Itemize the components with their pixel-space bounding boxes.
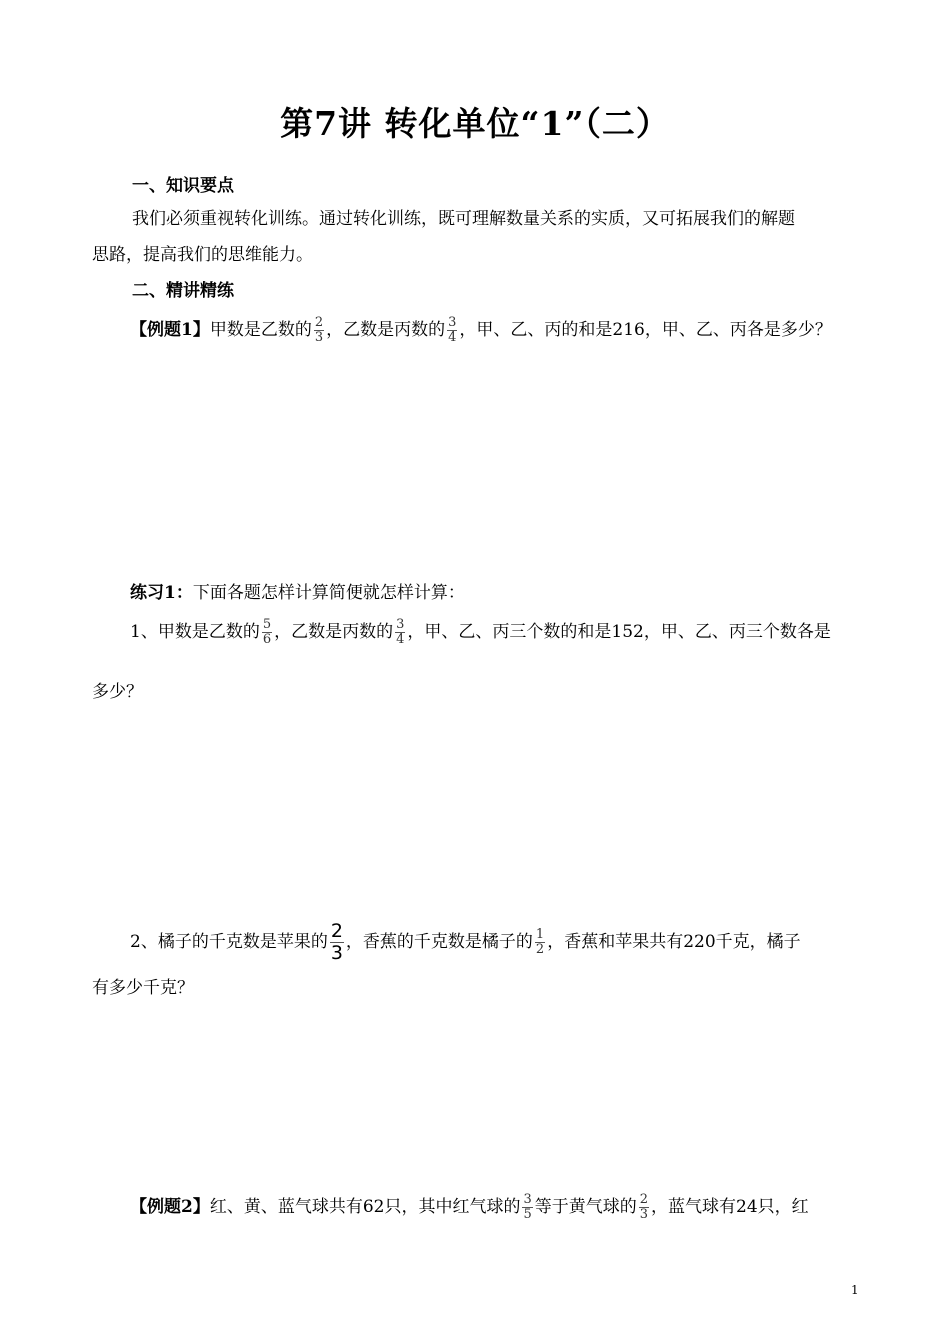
section-heading-practice: 二、精讲精练 bbox=[132, 281, 234, 301]
question-1-text-c: ，甲、乙、丙三个数的和是152，甲、乙、丙三个数各是 bbox=[407, 622, 831, 642]
fraction-numerator: 2 bbox=[330, 920, 343, 942]
fraction bbox=[447, 316, 457, 345]
question-2-text-b: ，香蕉的千克数是橘子的 bbox=[345, 932, 533, 952]
practice-question-1 bbox=[130, 618, 831, 647]
fraction-numerator: 2 bbox=[314, 315, 324, 330]
fraction bbox=[535, 928, 545, 957]
fraction-denominator: 3 bbox=[314, 330, 324, 345]
intro-paragraph-line1: 我们必须重视转化训练。通过转化训练，既可理解数量关系的实质，又可拓展我们的解题 bbox=[132, 209, 795, 229]
practice-1-heading bbox=[130, 578, 465, 603]
fraction-numerator: 1 bbox=[535, 927, 545, 942]
example-2 bbox=[130, 1193, 809, 1222]
example-2-text-c: ，蓝气球有24只，红 bbox=[651, 1197, 809, 1217]
fraction-denominator: 4 bbox=[396, 632, 405, 647]
fraction bbox=[330, 921, 344, 964]
example-1-label: 【例题1】 bbox=[130, 320, 210, 340]
example-2-label: 【例题2】 bbox=[130, 1197, 210, 1217]
practice-1-intro: 下面各题怎样计算简便就怎样计算： bbox=[192, 583, 465, 603]
question-1-text-a: 1、甲数是乙数的 bbox=[130, 622, 260, 642]
fraction-denominator: 2 bbox=[535, 942, 545, 957]
fraction-numerator: 3 bbox=[396, 617, 405, 632]
fraction-numerator: 5 bbox=[262, 617, 272, 632]
section-heading-knowledge: 一、知识要点 bbox=[132, 176, 234, 196]
example-1-text-b: ，乙数是丙数的 bbox=[326, 320, 446, 340]
fraction bbox=[395, 618, 405, 647]
question-2-text-c: ，香蕉和苹果共有220千克，橘子 bbox=[547, 932, 801, 952]
question-1-text-b: ，乙数是丙数的 bbox=[274, 622, 394, 642]
page-number: 1 bbox=[851, 1283, 859, 1297]
practice-question-2 bbox=[130, 921, 801, 964]
practice-1-label: 练习1： bbox=[130, 583, 193, 603]
practice-question-2-line2: 有多少千克？ bbox=[92, 978, 194, 998]
fraction-numerator: 3 bbox=[523, 1192, 532, 1207]
fraction-denominator: 6 bbox=[262, 632, 272, 647]
practice-question-1-line2: 多少？ bbox=[92, 682, 143, 702]
fraction-denominator: 4 bbox=[448, 330, 457, 345]
example-2-text-b: 等于黄气球的 bbox=[534, 1197, 637, 1217]
fraction bbox=[639, 1193, 649, 1222]
example-1 bbox=[130, 316, 832, 345]
example-1-text-a: 甲数是乙数的 bbox=[209, 320, 312, 340]
example-1-text-c: ，甲、乙、丙的和是216，甲、乙、丙各是多少？ bbox=[459, 320, 832, 340]
question-2-text-a: 2、橘子的千克数是苹果的 bbox=[130, 932, 328, 952]
page-title: 第7讲 转化单位“1”（二） bbox=[280, 104, 670, 143]
fraction-denominator: 3 bbox=[639, 1207, 649, 1222]
fraction-numerator: 2 bbox=[639, 1192, 649, 1207]
example-2-text-a: 红、黄、蓝气球共有62只，其中红气球的 bbox=[209, 1197, 521, 1217]
fraction bbox=[522, 1193, 532, 1222]
intro-paragraph-line2: 思路，提高我们的思维能力。 bbox=[92, 245, 313, 265]
fraction bbox=[262, 618, 272, 647]
fraction-denominator: 5 bbox=[523, 1207, 532, 1222]
fraction-numerator: 3 bbox=[448, 315, 457, 330]
fraction-denominator: 3 bbox=[330, 942, 343, 964]
fraction bbox=[314, 316, 324, 345]
